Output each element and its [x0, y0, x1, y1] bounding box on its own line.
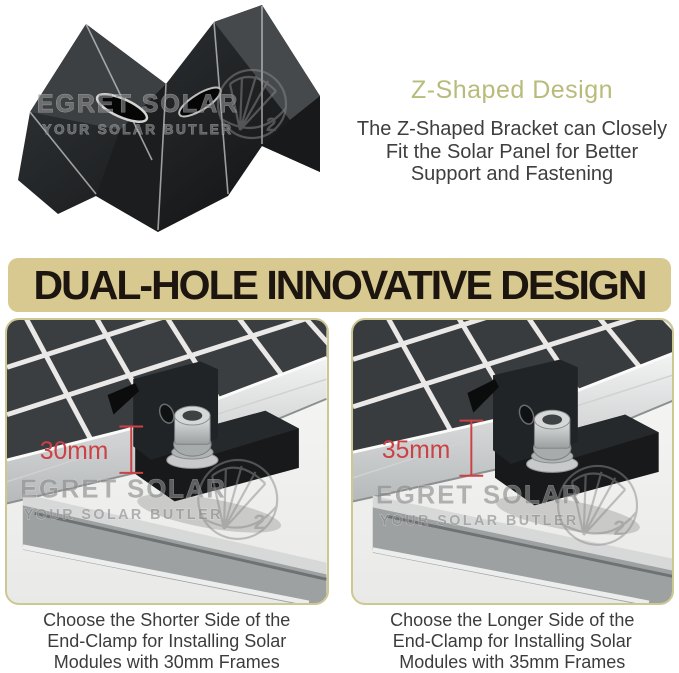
caption-row [0, 605, 679, 673]
hex-bolt [167, 406, 218, 468]
description-line-1: The Z-Shaped Bracket can Closely [356, 118, 668, 140]
measurement-label-35mm: 35mm [381, 437, 450, 465]
bolt-socket [542, 414, 562, 424]
caption-30mm [5, 610, 329, 673]
watermark-logo-number: 2 [253, 509, 266, 535]
clamp-35mm-illustration [353, 320, 673, 603]
caption-35mm-line-2: End-Clamp for Installing Solar [392, 631, 632, 651]
watermark-title: EGRET SOLAR [36, 90, 240, 118]
watermark-logo-number: 2 [266, 115, 277, 136]
z-bracket-illustration [0, 0, 345, 257]
z-design-text-block [345, 0, 679, 257]
watermark-title: EGRET SOLAR [19, 475, 227, 504]
measurement-label-30mm: 30mm [39, 438, 109, 466]
caption-35mm-line-3: Modules with 35mm Frames [399, 652, 626, 672]
clamp-30mm-illustration [7, 320, 327, 603]
description-line-3: Support and Fastening [410, 163, 614, 185]
hex-bolt [526, 410, 577, 472]
watermark-subtitle: YOUR SOLAR BUTLER [42, 122, 234, 137]
watermark-subtitle: YOUR SOLAR BUTLER [23, 507, 223, 524]
caption-30mm-line-1: Choose the Shorter Side of the [43, 610, 291, 630]
clamp-photo-35mm [351, 318, 675, 605]
watermark-logo-number: 2 [612, 514, 625, 540]
caption-35mm [351, 610, 675, 673]
watermark-subtitle: YOUR SOLAR BUTLER [379, 513, 579, 530]
comparison-photos [0, 312, 679, 605]
caption-35mm-line-1: Choose the Longer Side of the [390, 610, 635, 630]
z-shape-section [0, 0, 679, 257]
caption-30mm-line-3: Modules with 30mm Frames [53, 652, 280, 672]
watermark-title: EGRET SOLAR [375, 481, 583, 510]
z-design-title: Z-Shaped Design [410, 76, 614, 104]
clamp-photo-30mm [5, 318, 329, 605]
banner-label: DUAL-HOLE INNOVATIVE DESIGN [33, 261, 646, 308]
z-bracket-photo [0, 0, 345, 257]
caption-30mm-line-2: End-Clamp for Installing Solar [47, 631, 287, 651]
dual-hole-banner [8, 258, 671, 312]
bolt-socket [183, 411, 203, 421]
z-design-description [345, 118, 679, 186]
description-line-2: Fit the Solar Panel for Better [385, 140, 639, 163]
